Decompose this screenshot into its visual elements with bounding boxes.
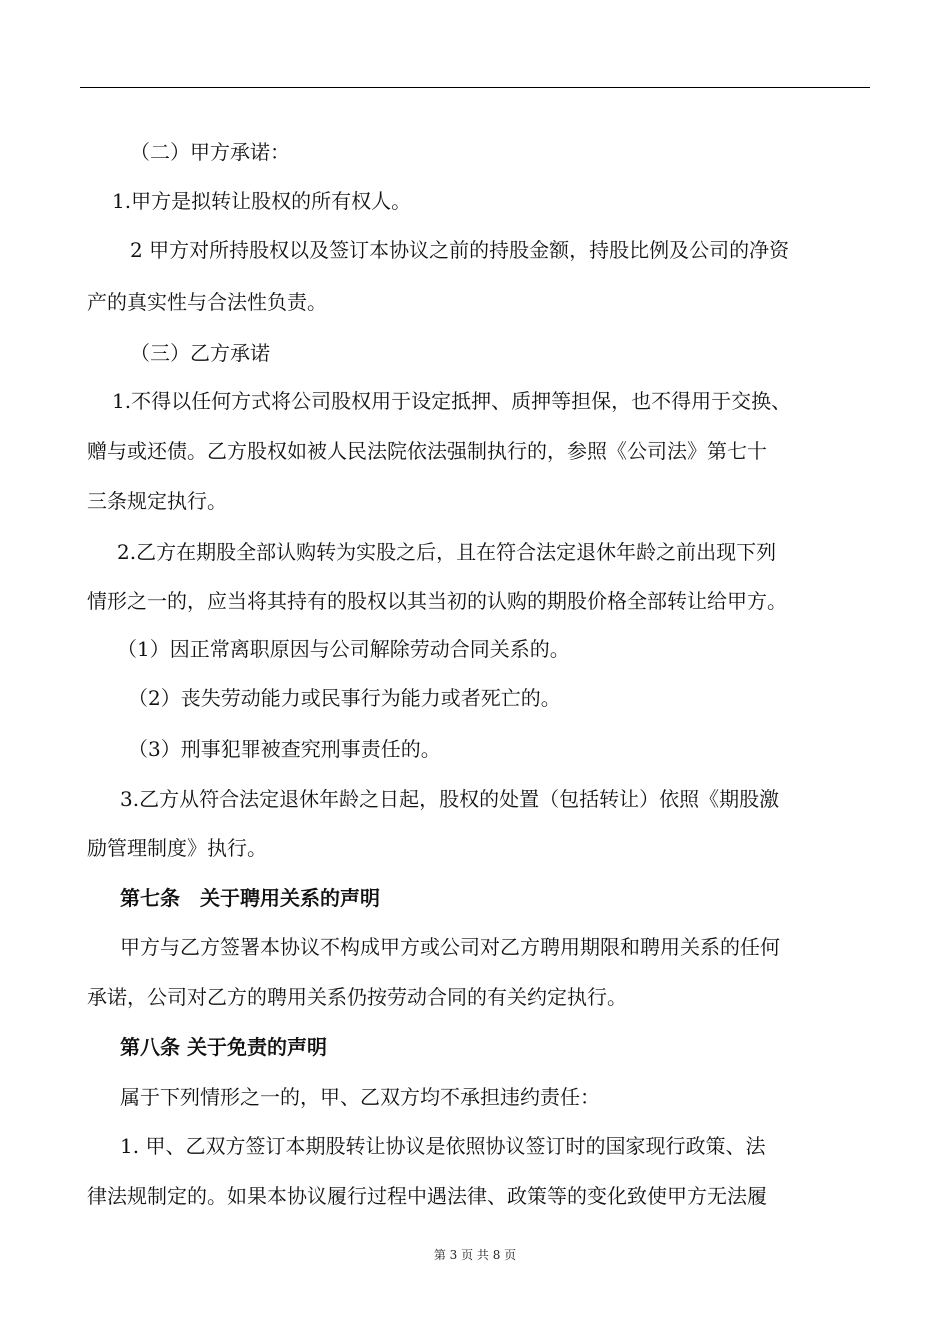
article-heading: 第七条 关于聘用关系的声明	[120, 886, 380, 910]
header-rule	[80, 87, 870, 88]
page-number-footer: 第 3 页 共 8 页	[433, 1248, 517, 1262]
paragraph-line: 甲方与乙方签署本协议不构成甲方或公司对乙方聘用期限和聘用关系的任何	[120, 935, 780, 959]
paragraph-line: 赠与或还债。乙方股权如被人民法院依法强制执行的，参照《公司法》第七十	[87, 439, 767, 463]
paragraph-line: 产的真实性与合法性负责。	[87, 290, 327, 314]
paragraph-line: 2 甲方对所持股权以及签订本协议之前的持股金额，持股比例及公司的净资	[130, 238, 790, 262]
list-item: （1）因正常离职原因与公司解除劳动合同关系的。	[117, 637, 570, 661]
paragraph-line: 3.乙方从符合法定退休年龄之日起，股权的处置（包括转让）依照《期股激	[120, 787, 780, 811]
subsection-heading: （二）甲方承诺：	[130, 140, 290, 164]
paragraph-line: 律法规制定的。如果本协议履行过程中遇法律、政策等的变化致使甲方无法履	[87, 1184, 767, 1208]
paragraph-line: 情形之一的，应当将其持有的股权以其当初的认购的期股价格全部转让给甲方。	[87, 589, 787, 613]
article-heading: 第八条 关于免责的声明	[120, 1035, 327, 1059]
list-item: （2）丧失劳动能力或民事行为能力或者死亡的。	[128, 686, 561, 710]
paragraph-line: 1. 甲、乙双方签订本期股转让协议是依照协议签订时的国家现行政策、法	[120, 1134, 766, 1158]
paragraph-line: 励管理制度》执行。	[87, 836, 267, 860]
paragraph-line: 承诺，公司对乙方的聘用关系仍按劳动合同的有关约定执行。	[87, 985, 627, 1009]
paragraph-line: 2.乙方在期股全部认购转为实股之后，且在符合法定退休年龄之前出现下列	[117, 540, 777, 564]
paragraph-line: 1.不得以任何方式将公司股权用于设定抵押、质押等担保，也不得用于交换、	[112, 389, 792, 413]
paragraph-line: 三条规定执行。	[87, 489, 227, 513]
subsection-heading: （三）乙方承诺	[130, 341, 270, 365]
list-item: （3）刑事犯罪被查究刑事责任的。	[128, 737, 441, 761]
paragraph-line: 1.甲方是拟转让股权的所有权人。	[112, 189, 412, 213]
paragraph-line: 属于下列情形之一的，甲、乙双方均不承担违约责任：	[120, 1085, 600, 1109]
